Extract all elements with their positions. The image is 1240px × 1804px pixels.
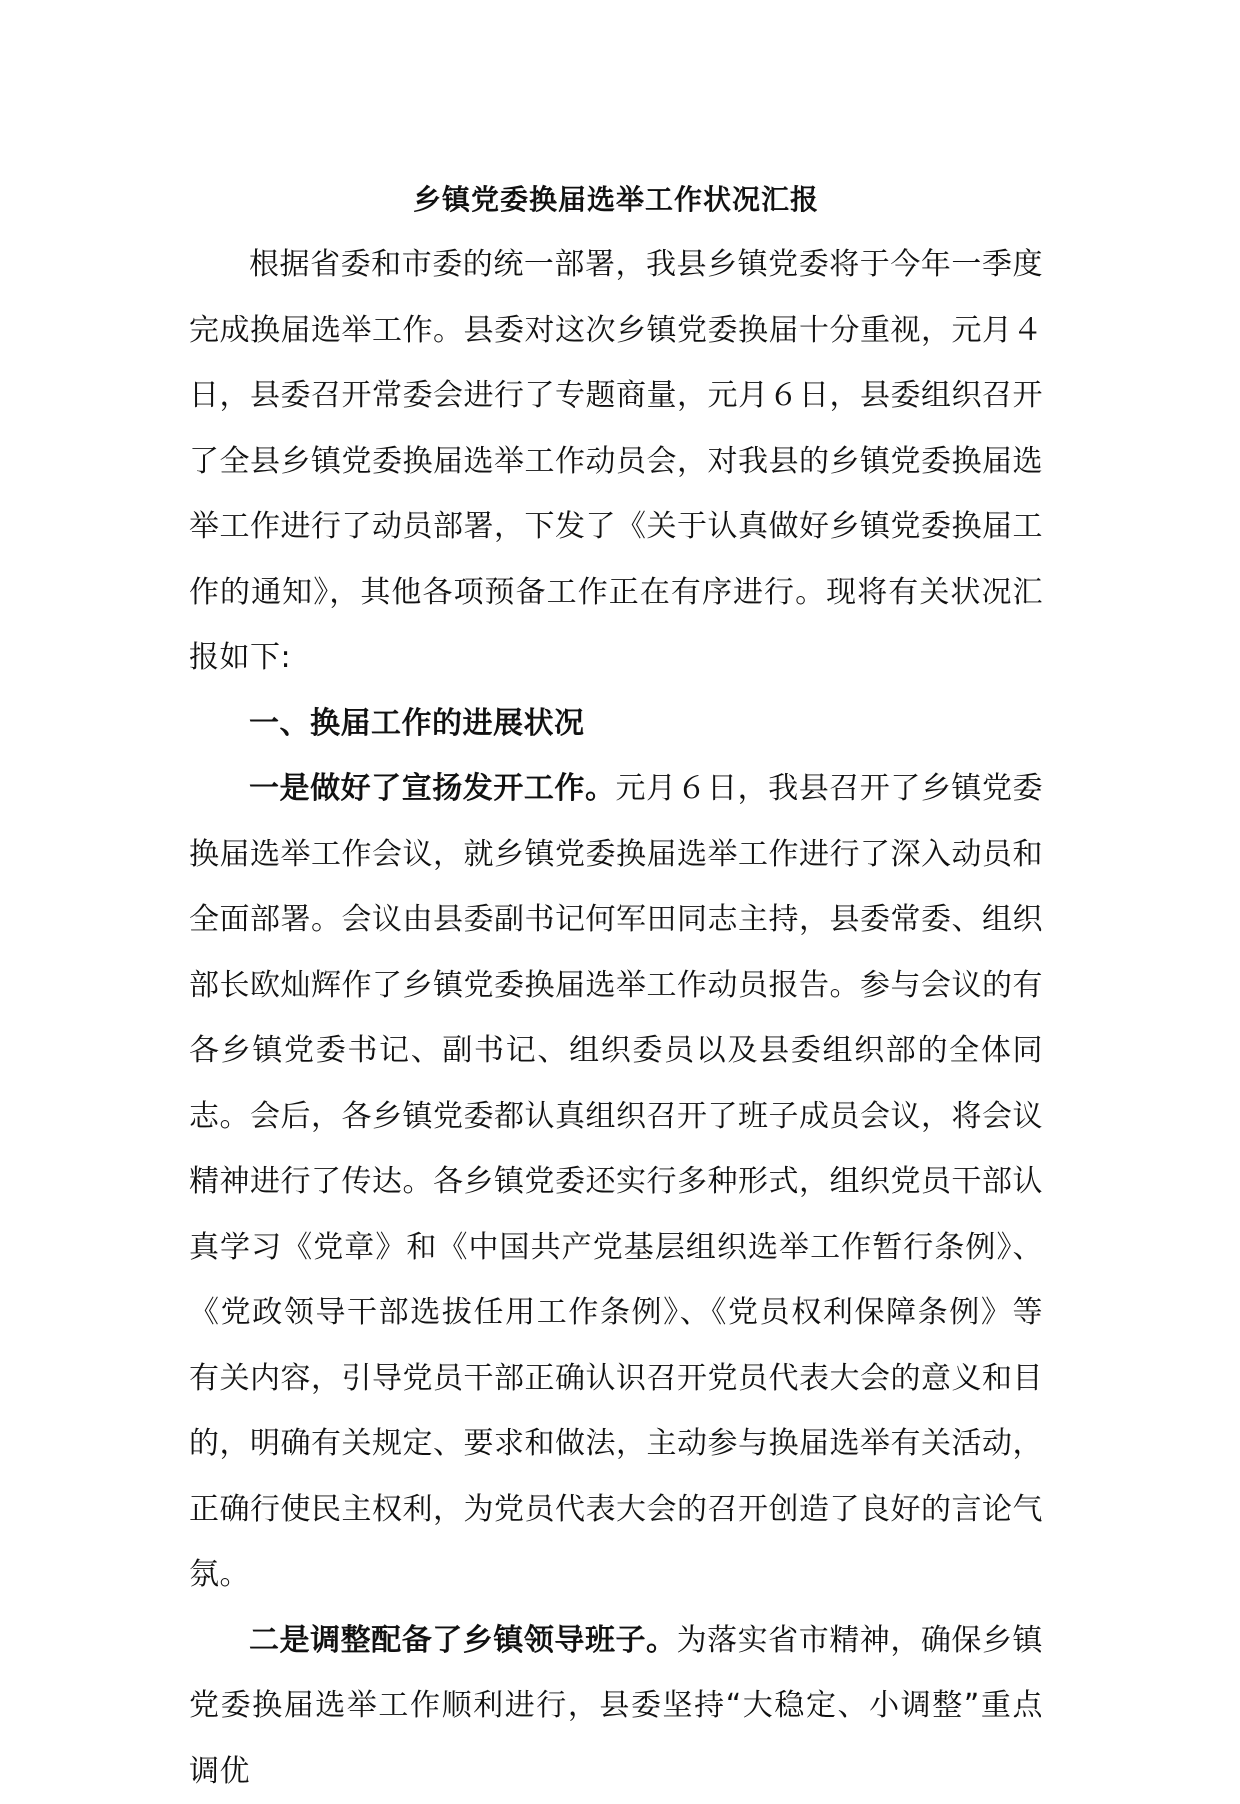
document-body	[189, 168, 1043, 1804]
document-title: 乡镇党委换届选举工作状况汇报	[189, 168, 1043, 232]
item-2-lead: 二是调整配备了乡镇领导班子。	[249, 1623, 677, 1658]
item-1-text: 元月６日，我县召开了乡镇党委换届选举工作会议，就乡镇党委换届选举工作进行了深入动员和全面部署。会议由县委副书记何军田同志主持，县委常委、组织部长欧灿辉作了乡镇党委换届选举工作动员报告。参与会议的有各乡镇党委书记、副书记、组织委员以及县委组织部的全体同志。会后，各乡镇党委都认真组织召开了班子成员会议，将会议精神进行了传达。各乡镇党委还实行多种形式，组织党员干部认真学习《党章》和《中国共产党基层组织选举工作暂行条例》、《党政领导干部选拔任用工作条例》、《党员权利保障条例》等有关内容，引导党员干部正确认识召开党员代表大会的意义和目的，明确有关规定、要求和做法，主动参与换届选举有关活动，正确行使民主权利，为党员代表大会的召开创造了良好的言论气氛。	[189, 771, 1043, 1592]
paragraph-item-2	[189, 1608, 1043, 1804]
item-1-lead: 一是做好了宣扬发开工作。	[249, 771, 615, 806]
intro-paragraph: 根据省委和市委的统一部署，我县乡镇党委将于今年一季度完成换届选举工作。县委对这次乡镇党委换届十分重视，元月４日，县委召开常委会进行了专题商量，元月６日，县委组织召开了全县乡镇党委换届选举工作动员会，对我县的乡镇党委换届选举工作进行了动员部署，下发了《关于认真做好乡镇党委换届工作的通知》，其他各项预备工作正在有序进行。现将有关状况汇报如下:	[189, 232, 1043, 691]
paragraph-item-1	[189, 756, 1043, 1608]
item-2-text: 为落实省市精神，确保乡镇党委换届选举工作顺利进行，县委坚持“大稳定、小调整”重点调优	[189, 1623, 1043, 1789]
section-heading-progress: 一、换届工作的进展状况	[189, 691, 1043, 757]
